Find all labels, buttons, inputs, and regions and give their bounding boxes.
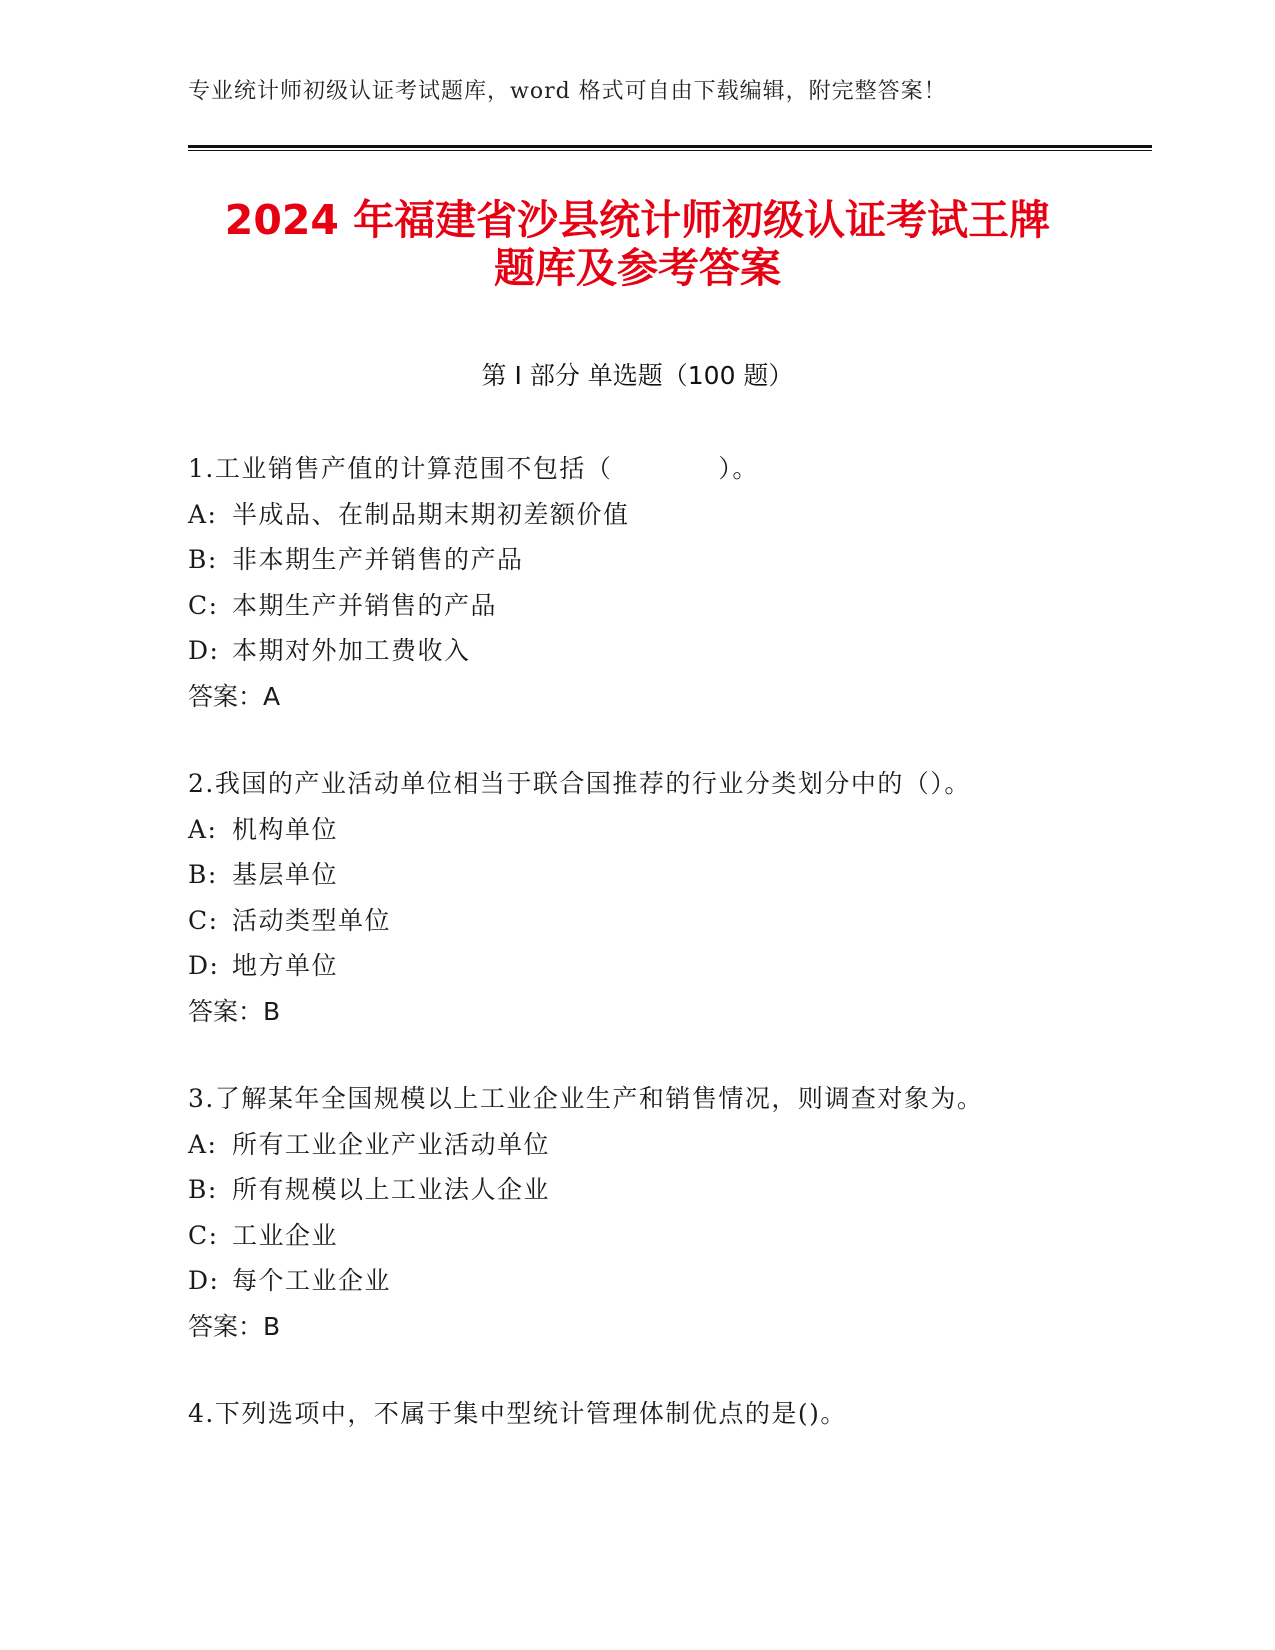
option-letter: B: [188, 545, 218, 574]
header-divider-thin [188, 150, 1152, 151]
question-stem: 3.了解某年全国规模以上工业企业生产和销售情况，则调查对象为。 [188, 1084, 984, 1113]
option-text: 非本期生产并销售的产品 [232, 545, 524, 574]
document-title [150, 196, 1125, 292]
question-4 [188, 1391, 1148, 1437]
option-letter: D: [188, 636, 220, 665]
question-stem: 1.工业销售产值的计算范围不包括（ ）。 [188, 454, 759, 483]
section-heading: 第 I 部分 单选题（100 题） [481, 361, 794, 390]
option-b [188, 852, 1148, 898]
question-3 [188, 1076, 1148, 1349]
option-a [188, 807, 1148, 853]
answer-line [188, 989, 1148, 1035]
option-b [188, 537, 1148, 583]
option-c [188, 1213, 1148, 1259]
option-letter: C: [188, 1220, 219, 1250]
option-text: 半成品、在制品期末期初差额价值 [232, 499, 630, 529]
question-1 [188, 446, 1148, 719]
option-d [188, 943, 1148, 989]
answer-value: B [263, 996, 281, 1026]
question-stem: 4.下列选项中，不属于集中型统计管理体制优点的是()。 [188, 1399, 847, 1428]
answer-line [188, 1304, 1148, 1350]
option-letter: A: [188, 499, 218, 529]
option-text: 所有工业企业产业活动单位 [232, 1129, 551, 1159]
header-divider-thick [188, 145, 1152, 148]
question-2 [188, 761, 1148, 1034]
option-text: 活动类型单位 [232, 905, 392, 935]
question-list [188, 446, 1148, 1479]
option-d [188, 1258, 1148, 1304]
answer-value: B [263, 1311, 281, 1341]
option-text: 地方单位 [232, 951, 339, 980]
option-letter: A: [188, 1129, 218, 1159]
question-stem: 2.我国的产业活动单位相当于联合国推荐的行业分类划分中的（）。 [188, 769, 971, 798]
option-letter: D: [188, 1266, 220, 1295]
option-letter: C: [188, 905, 219, 935]
option-letter: A: [188, 814, 218, 844]
option-c [188, 583, 1148, 629]
answer-value: A [263, 681, 281, 711]
option-b [188, 1167, 1148, 1213]
answer-label: 答案： [188, 996, 264, 1026]
answer-line [188, 674, 1148, 720]
option-letter: D: [188, 951, 220, 980]
option-letter: B: [188, 860, 218, 889]
option-letter: B: [188, 1175, 218, 1204]
title-line-1: 2024 年福建省沙县统计师初级认证考试王牌 [224, 196, 1051, 244]
option-text: 每个工业企业 [232, 1266, 392, 1295]
option-d [188, 628, 1148, 674]
option-text: 机构单位 [232, 814, 339, 844]
option-text: 基层单位 [232, 860, 339, 889]
option-text: 工业企业 [232, 1220, 339, 1250]
option-a [188, 492, 1148, 538]
header-note: 专业统计师初级认证考试题库，word 格式可自由下载编辑，附完整答案！ [188, 79, 947, 104]
option-a [188, 1122, 1148, 1168]
answer-label: 答案： [188, 681, 264, 711]
option-text: 本期生产并销售的产品 [232, 590, 498, 620]
option-text: 所有规模以上工业法人企业 [232, 1175, 551, 1204]
title-line-2: 题库及参考答案 [494, 244, 781, 292]
option-c [188, 898, 1148, 944]
answer-label: 答案： [188, 1311, 264, 1341]
option-text: 本期对外加工费收入 [232, 636, 471, 665]
option-letter: C: [188, 590, 219, 620]
